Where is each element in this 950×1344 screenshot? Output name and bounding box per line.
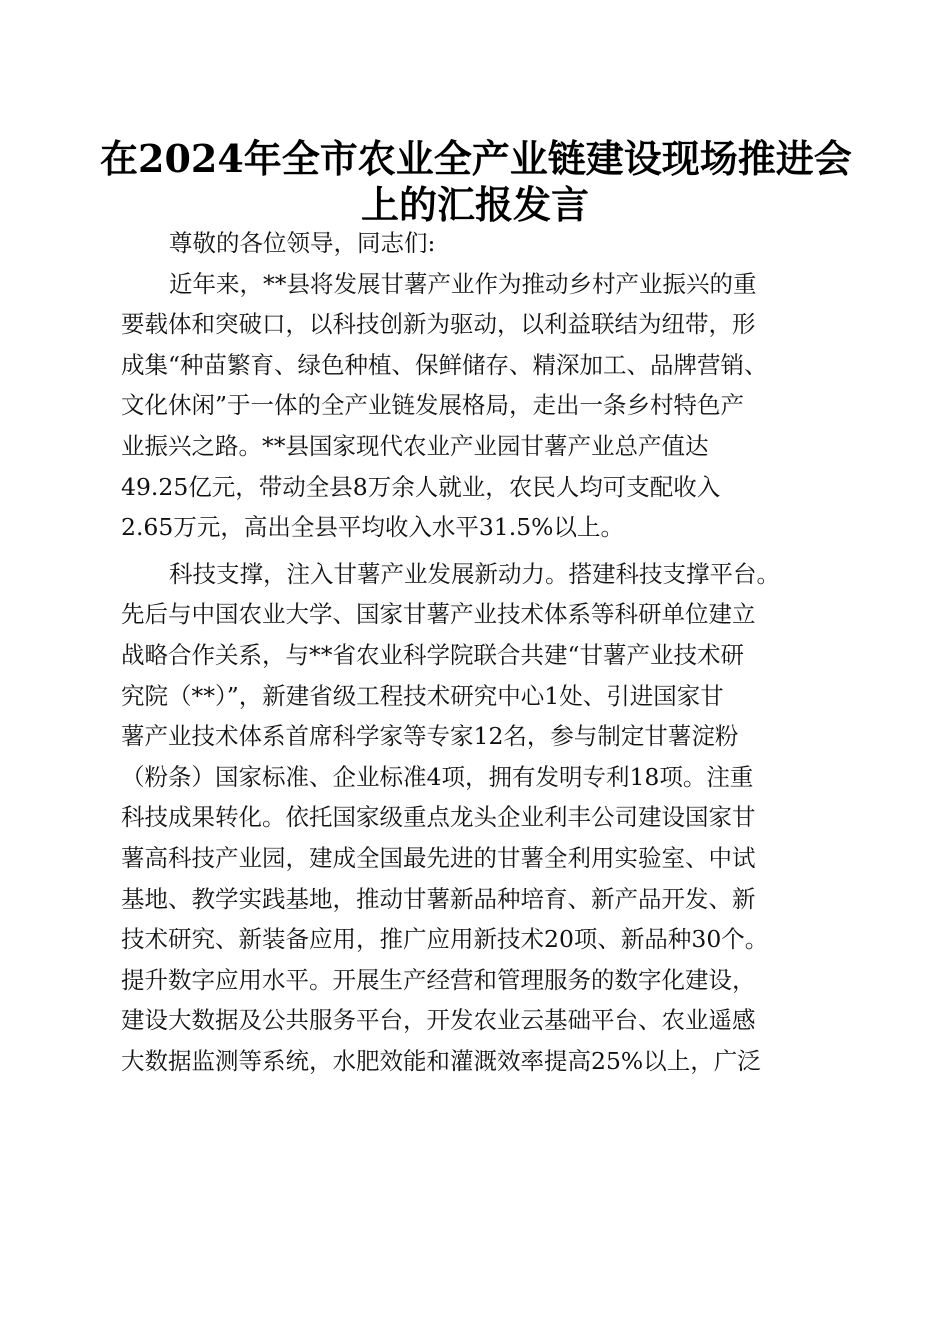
paragraph-line: 成集“种苗繁育、绿色种植、保鲜储存、精深加工、品牌营销、 [121,350,768,379]
paragraph-line: 49.25亿元，带动全县8万余人就业，农民人均可支配收入 [121,472,721,501]
document-body [121,223,821,1081]
paragraph-line: 薯产业技术体系首席科学家等专家12名，参与制定甘薯淀粉 [121,722,739,751]
title-line-1: 在2024年全市农业全产业链建设现场推进会 [100,136,852,181]
salutation: 尊敬的各位领导，同志们: [169,229,436,257]
paragraph-line: 文化休闲”于一体的全产业链发展格局，走出一条乡村特色产 [121,391,745,420]
paragraph-line: 提升数字应用水平。开展生产经营和管理服务的数字化建设， [121,965,756,994]
paragraph-line: 建设大数据及公共服务平台，开发农业云基础平台、农业遥感 [121,1006,756,1035]
paragraph-line: 技术研究、新装备应用，推广应用新技术20项、新品种30个。 [121,925,769,954]
paragraph-line: 科技成果转化。依托国家级重点龙头企业利丰公司建设国家甘 [121,803,756,832]
paragraph-1 [121,264,821,548]
paragraph-line: 业振兴之路。**县国家现代农业产业园甘薯产业总产值达 [121,431,709,460]
paragraph-line: 究院（**）”，新建省级工程技术研究中心1处、引进国家甘 [121,681,724,710]
paragraph-line: 科技支撑，注入甘薯产业发展新动力。搭建科技支撑平台。 [169,559,780,588]
paragraph-line: 大数据监测等系统，水肥效能和灌溉效率提高25%以上，广泛 [121,1046,761,1075]
document-title [100,136,850,228]
title-line-2: 上的汇报发言 [360,182,589,227]
paragraph-line: 基地、教学实践基地，推动甘薯新品种培育、新产品开发、新 [121,884,756,913]
paragraph-line: 2.65万元，高出全县平均收入水平31.5%以上。 [121,513,624,542]
paragraph-line: 薯高科技产业园，建成全国最先进的甘薯全利用实验室、中试 [121,843,756,872]
paragraph-line: 战略合作关系，与**省农业科学院联合共建“甘薯产业技术研 [121,640,745,669]
paragraph-line: 先后与中国农业大学、国家甘薯产业技术体系等科研单位建立 [121,600,756,629]
paragraph-line: 要载体和突破口，以科技创新为驱动，以利益联结为纽带，形 [121,310,756,339]
paragraph-line: （粉条）国家标准、企业标准4项，拥有发明专利18项。注重 [121,762,754,791]
paragraph-line: 近年来，**县将发展甘薯产业作为推动乡村产业振兴的重 [169,269,757,298]
paragraph-2 [121,554,821,1082]
